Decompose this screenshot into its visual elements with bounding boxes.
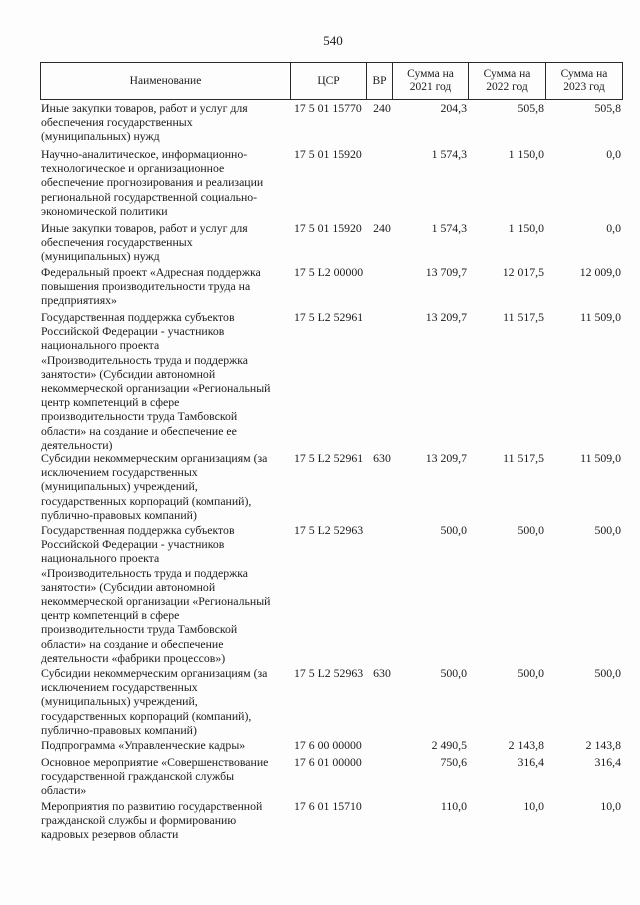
row-csr-code: 17 6 00 00000 — [294, 738, 362, 752]
row-sum-2023: 316,4 — [594, 755, 621, 769]
row-csr-code: 17 5 L2 00000 — [294, 265, 364, 279]
row-name: Основное мероприятие «Совершенствование государственной гражданской службы области» — [41, 755, 269, 798]
row-sum-2021: 1 574,3 — [431, 147, 467, 161]
row-csr-code: 17 5 01 15920 — [294, 221, 362, 235]
row-csr-code: 17 5 L2 52963 — [294, 523, 364, 537]
row-name: Субсидии некоммерческим организациям (за исключением государственных (муниципальных) учреждений, государственных корпораций (компаний), публично-правовых компаний) — [41, 666, 268, 737]
row-sum-2022: 500,0 — [517, 523, 544, 537]
row-sum-2023: 10,0 — [600, 799, 621, 813]
row-sum-2021: 500,0 — [440, 523, 467, 537]
header-vr: ВР — [367, 63, 393, 100]
row-sum-2023: 500,0 — [594, 523, 621, 537]
row-vr-code: 630 — [373, 666, 391, 680]
table-header — [40, 62, 623, 100]
row-sum-2021: 13 209,7 — [425, 310, 467, 324]
header-row — [41, 63, 623, 100]
header-sum-2021: Сумма на 2021 год — [393, 63, 469, 100]
row-vr-code: 630 — [373, 451, 391, 465]
row-csr-code: 17 6 01 00000 — [294, 755, 362, 769]
header-csr: ЦСР — [291, 63, 367, 100]
row-name: Научно-аналитическое, информационно- технологическое и организационное обеспечение прогнозирования и реализации региональной государственной социально- экономической политики — [41, 147, 264, 218]
row-csr-code: 17 5 L2 52961 — [294, 451, 364, 465]
row-sum-2022: 11 517,5 — [503, 451, 544, 465]
row-sum-2023: 2 143,8 — [585, 738, 621, 752]
header-sum-2023: Сумма на 2023 год — [546, 63, 623, 100]
row-name: Иные закупки товаров, работ и услуг для обеспечения государственных (муниципальных) нужд — [41, 221, 248, 264]
row-sum-2022: 1 150,0 — [508, 221, 544, 235]
row-csr-code: 17 5 01 15770 — [294, 101, 362, 115]
row-sum-2023: 0,0 — [606, 147, 621, 161]
row-sum-2022: 316,4 — [517, 755, 544, 769]
row-csr-code: 17 6 01 15710 — [294, 799, 362, 813]
page-number: 540 — [323, 33, 343, 48]
row-name: Иные закупки товаров, работ и услуг для обеспечения государственных (муниципальных) нужд — [41, 101, 248, 144]
row-sum-2021: 750,6 — [440, 755, 467, 769]
row-sum-2022: 11 517,5 — [503, 310, 544, 324]
row-name: Подпрограмма «Управленческие кадры» — [41, 738, 246, 752]
row-name: Субсидии некоммерческим организациям (за исключением государственных (муниципальных) учреждений, государственных корпораций (компаний), публично-правовых компаний) — [41, 451, 268, 522]
row-csr-code: 17 5 01 15920 — [294, 147, 362, 161]
row-sum-2023: 505,8 — [594, 101, 621, 115]
row-sum-2021: 204,3 — [440, 101, 467, 115]
row-sum-2021: 110,0 — [440, 799, 467, 813]
row-name: Мероприятия по развитию государственной гражданской службы и формированию кадровых резервов области — [41, 799, 263, 842]
row-name: Государственная поддержка субъектов Российской Федерации - участников национального проекта «Производительность труда и поддержка занятости» (Субсидии автономной некоммерческой организации «Региональный центр компетенций в сфере производительности труда Тамбовской области» на создание и обеспечение ее деятельности) — [41, 310, 271, 452]
row-sum-2023: 12 009,0 — [579, 265, 621, 279]
row-sum-2022: 1 150,0 — [508, 147, 544, 161]
row-sum-2022: 10,0 — [523, 799, 544, 813]
row-sum-2021: 2 490,5 — [431, 738, 467, 752]
row-csr-code: 17 5 L2 52963 — [294, 666, 364, 680]
row-sum-2023: 11 509,0 — [580, 310, 621, 324]
row-sum-2022: 500,0 — [517, 666, 544, 680]
row-vr-code: 240 — [373, 101, 391, 115]
row-sum-2022: 505,8 — [517, 101, 544, 115]
row-vr-code: 240 — [373, 221, 391, 235]
row-sum-2021: 500,0 — [440, 666, 467, 680]
row-sum-2021: 13 209,7 — [425, 451, 467, 465]
row-name: Федеральный проект «Адресная поддержка повышения производительности труда на предприятиях» — [41, 265, 261, 308]
row-sum-2021: 13 709,7 — [425, 265, 467, 279]
row-sum-2023: 11 509,0 — [580, 451, 621, 465]
header-name: Наименование — [41, 63, 291, 100]
row-sum-2022: 12 017,5 — [502, 265, 544, 279]
row-csr-code: 17 5 L2 52961 — [294, 310, 364, 324]
row-sum-2023: 500,0 — [594, 666, 621, 680]
header-sum-2022: Сумма на 2022 год — [469, 63, 546, 100]
row-sum-2022: 2 143,8 — [508, 738, 544, 752]
row-sum-2021: 1 574,3 — [431, 221, 467, 235]
row-name: Государственная поддержка субъектов Российской Федерации - участников национального проекта «Производительность труда и поддержка занятости» (Субсидии автономной некоммерческой организации «Региональный центр компетенций в сфере производительности труда Тамбовской области» на создание и обеспечение деятельности «фабрики процессов») — [41, 523, 271, 665]
row-sum-2023: 0,0 — [606, 221, 621, 235]
